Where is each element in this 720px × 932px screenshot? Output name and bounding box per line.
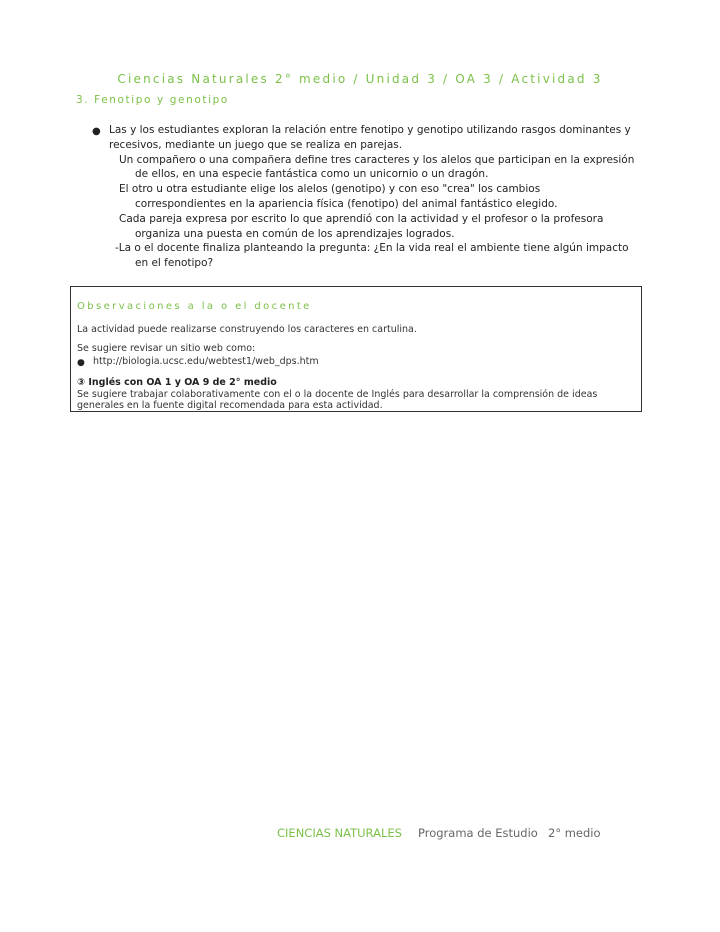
page-title: Ciencias Naturales 2° medio / Unidad 3 / OA 3 / Actividad 3 [117,72,603,86]
bullet-icon: ● [77,358,85,368]
activity-line: recesivos, mediante un juego que se realiza en parejas. [109,139,403,151]
activity-line: Un compañero o una compañera define tres caracteres y los alelos que participan en la expresión [119,154,635,166]
footer-grade: 2° medio [548,826,601,840]
cross-subject-heading: ③ Inglés con OA 1 y OA 9 de 2° medio [77,377,277,388]
activity-line: Cada pareja expresa por escrito lo que aprendió con la actividad y el profesor o la profesora [119,213,604,225]
activity-line: correspondientes en la apariencia física (fenotipo) del animal fantástico elegido. [135,198,558,210]
observations-title: Observaciones a la o el docente [77,301,312,312]
footer-program: Programa de Estudio [418,826,538,840]
footer-subject: CIENCIAS NATURALES [277,826,402,840]
teacher-observations-box [70,286,642,412]
bullet-icon: ● [92,126,101,137]
observation-line: Se sugiere revisar un sitio web como: [77,343,256,354]
activity-heading: 3. Fenotipo y genotipo [76,94,229,106]
reference-link[interactable]: http://biologia.ucsc.edu/webtest1/web_dps.htm [93,356,319,367]
activity-line: -La o el docente finaliza planteando la pregunta: ¿En la vida real el ambiente tiene algún impacto [115,242,629,254]
activity-line: organiza una puesta en común de los aprendizajes logrados. [135,228,455,240]
observation-line: generales en la fuente digital recomendada para esta actividad. [77,400,383,411]
observation-line: La actividad puede realizarse construyendo los caracteres en cartulina. [77,324,417,335]
activity-line: El otro u otra estudiante elige los alelos (genotipo) y con eso "crea" los cambios [119,183,541,195]
activity-line: Las y los estudiantes exploran la relación entre fenotipo y genotipo utilizando rasgos dominantes y [109,124,631,136]
activity-line: en el fenotipo? [135,257,214,269]
activity-line: de ellos, en una especie fantástica como un unicornio o un dragón. [135,168,489,180]
observation-line: Se sugiere trabajar colaborativamente con el o la docente de Inglés para desarrollar la comprensión de ideas [77,389,598,400]
